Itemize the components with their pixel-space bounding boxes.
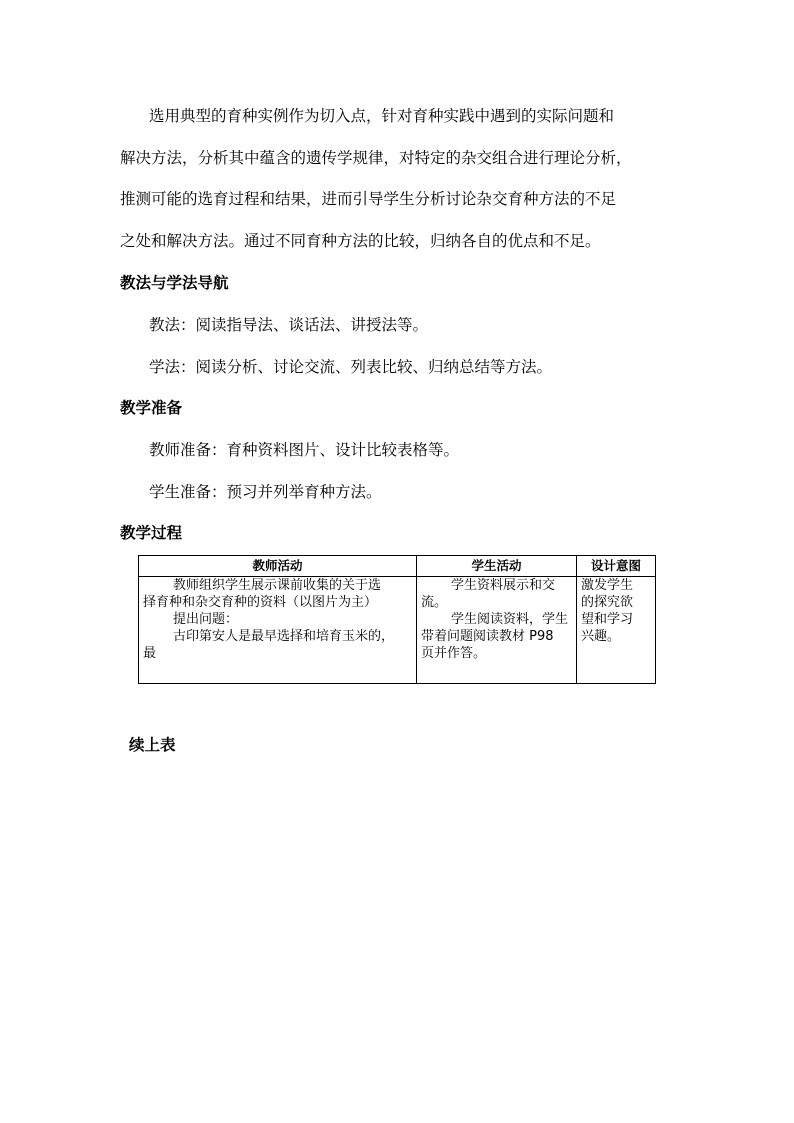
intro-line: 选用典型的育种实例作为切入点，针对育种实践中遇到的实际问题和 [149, 107, 615, 125]
intro-line: 解决方法，分析其中蕴含的遗传学规律，对特定的杂交组合进行理论分析， [120, 149, 632, 167]
intro-line: 之处和解决方法。通过不同育种方法的比较，归纳各自的优点和不足。 [120, 232, 601, 250]
continued-table-label: 续上表 [129, 736, 176, 754]
teacher-activity-cell [139, 577, 417, 684]
teacher-preparation-text: 教师准备：育种资料图片、设计比较表格等。 [149, 441, 460, 459]
cell-line: 带着问题阅读教材 P98 [421, 629, 554, 644]
cell-line: 择育种和杂交育种的资料（以图片为主） [143, 595, 378, 610]
cell-line: 学生阅读资料，学生 [451, 612, 569, 627]
student-activity-cell [417, 577, 577, 684]
cell-line: 兴趣。 [581, 629, 621, 644]
cell-line: 古印第安人是最早选择和培育玉米的， [173, 629, 395, 644]
cell-line: 教师组织学生展示课前收集的关于选 [173, 578, 382, 593]
design-intent-cell [577, 577, 656, 684]
cell-line: 页并作答。 [421, 646, 487, 661]
student-preparation-text: 学生准备：预习并列举育种方法。 [149, 483, 382, 501]
cell-line: 最 [143, 646, 157, 661]
header-student-activity: 学生活动 [417, 556, 577, 577]
header-teacher-activity: 教师活动 [139, 556, 417, 577]
process-heading: 教学过程 [120, 524, 183, 542]
table-row [139, 577, 656, 684]
intro-line: 推测可能的选育过程和结果，进而引导学生分析讨论杂交育种方法的不足 [120, 190, 617, 208]
header-design-intent: 设计意图 [577, 556, 656, 577]
teaching-process-table [138, 555, 656, 684]
learning-method-text: 学法：阅读分析、讨论交流、列表比较、归纳总结等方法。 [149, 358, 553, 376]
methods-heading: 教法与学法导航 [120, 274, 229, 292]
table-header-row [139, 556, 656, 577]
cell-line: 提出问题： [173, 612, 239, 627]
cell-line: 激发学生 [581, 578, 634, 593]
cell-line: 望和学习 [581, 612, 634, 627]
cell-line: 流。 [421, 595, 448, 610]
cell-line: 的探究欲 [581, 595, 634, 610]
preparation-heading: 教学准备 [120, 399, 183, 417]
cell-line: 学生资料展示和交 [451, 578, 556, 593]
teaching-method-text: 教法：阅读指导法、谈话法、讲授法等。 [149, 316, 429, 334]
